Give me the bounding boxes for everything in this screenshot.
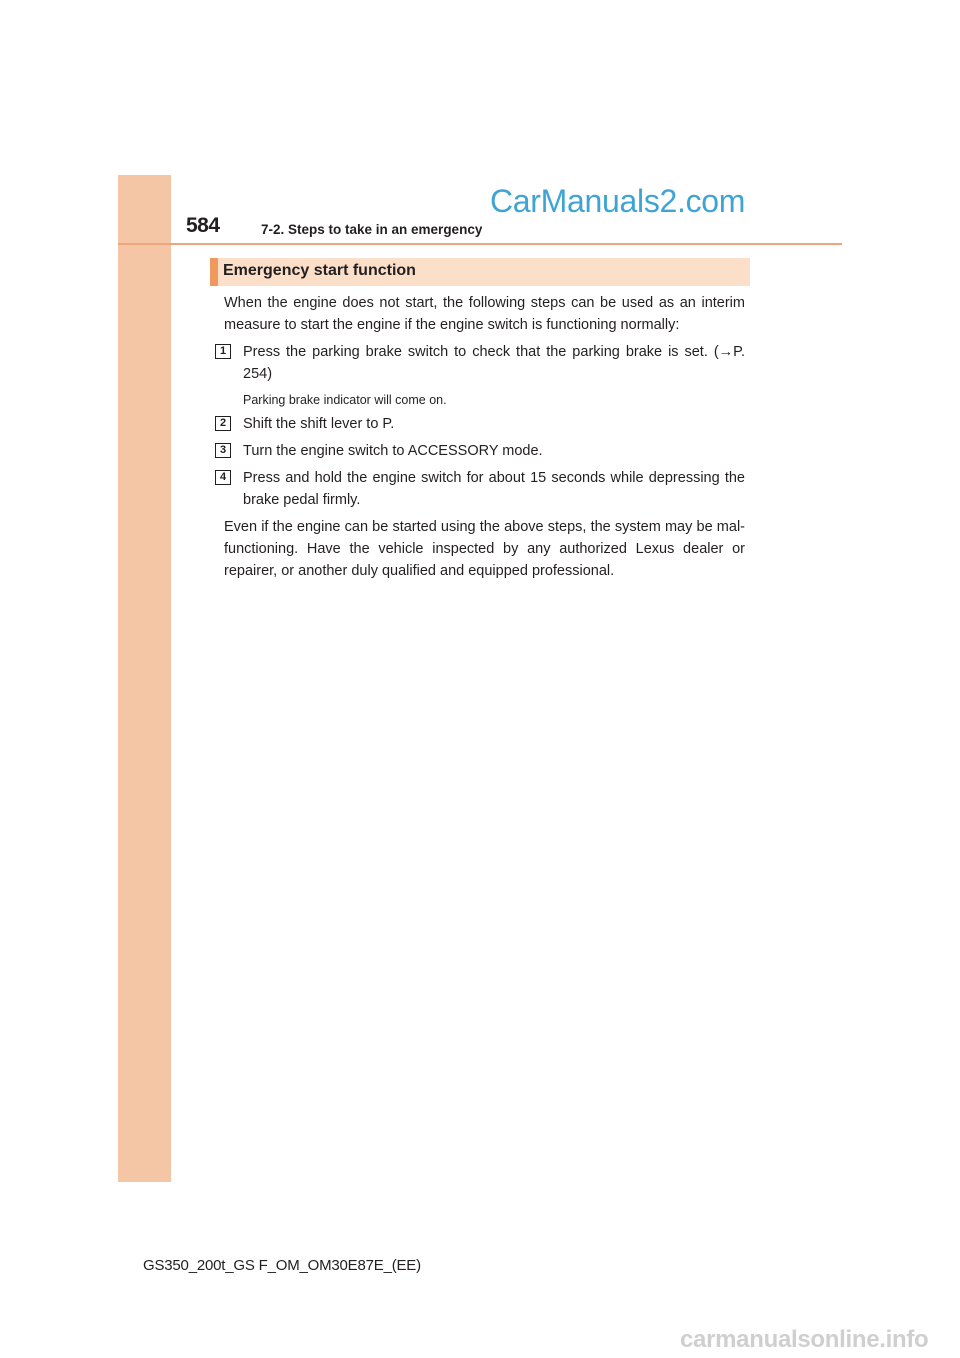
watermark-logo-top: CarManuals2.com — [490, 183, 746, 219]
step-number-badge: 2 — [215, 416, 231, 431]
step-4 — [219, 467, 745, 511]
step-text: Press and hold the engine switch for about 15 seconds while depressing the brake pedal firmly. — [243, 470, 745, 508]
step-number-badge: 3 — [215, 443, 231, 458]
step-number-badge: 4 — [215, 470, 231, 485]
step-3 — [219, 440, 745, 462]
page-number: 584 — [186, 214, 220, 237]
chapter-side-tab — [118, 175, 171, 1182]
step-text: Turn the engine switch to ACCESSORY mode. — [243, 443, 543, 459]
document-code: GS350_200t_GS F_OM_OM30E87E_(EE) — [143, 1257, 421, 1274]
section-title: 7-2. Steps to take in an emergency — [261, 222, 483, 237]
step-text: Press the parking brake switch to check that the parking brake is set. (→P. 254) — [243, 344, 745, 382]
section-heading: Emergency start function — [223, 262, 416, 279]
intro-paragraph: When the engine does not start, the following steps can be used as an interim measure to start the engine if the engine switch is functioning normally: — [224, 295, 745, 333]
step-number-badge: 1 — [215, 344, 231, 359]
header-divider — [118, 243, 842, 245]
page-content — [219, 292, 745, 587]
step-note: Parking brake indicator will come on. — [243, 393, 447, 407]
closing-paragraph: Even if the engine can be started using the above steps, the system may be mal-functioning. Have the vehicle inspected by any authorized Lexus dealer or repairer, or another duly qualified and equipped professional. — [224, 519, 745, 579]
watermark-bottom: carmanualsonline.info — [680, 1326, 929, 1353]
step-1 — [219, 341, 745, 385]
step-text: Shift the shift lever to P. — [243, 416, 395, 432]
step-2 — [219, 413, 745, 435]
